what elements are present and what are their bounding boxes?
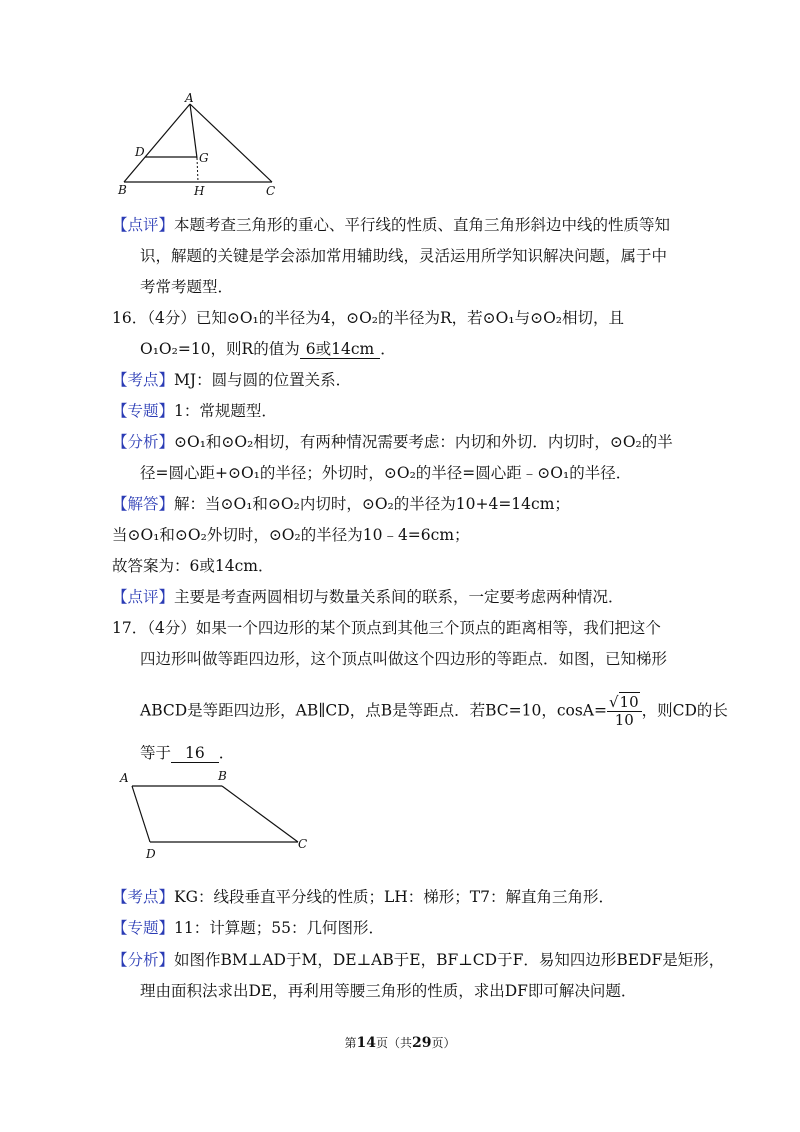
q17-answer: 16 xyxy=(171,744,219,763)
q16-stem-line2: O₁O₂=10，则R的值为 6或14cm ． xyxy=(140,340,396,358)
q17-stem-line4: 等于 16 ． xyxy=(140,744,235,762)
label-B: B xyxy=(118,183,127,197)
page-footer: 第14页（共29页） xyxy=(344,1035,456,1051)
q16-kaodian: 【考点】MJ：圆与圆的位置关系． xyxy=(112,371,352,389)
label-A: A xyxy=(120,771,129,785)
q16-jieda-line1: 【解答】解：当⊙O₁和⊙O₂内切时，⊙O₂的半径为10+4=14cm； xyxy=(112,495,570,513)
label-A: A xyxy=(185,92,194,105)
q16-answer: 6或14cm xyxy=(300,340,380,359)
cos-fraction: $\frac{√10}{10}$ xyxy=(607,694,642,729)
label-B: B xyxy=(218,769,227,783)
q17-kaodian: 【考点】KG：线段垂直平分线的性质；LH：梯形；T7：解直角三角形． xyxy=(112,888,614,906)
trapezoid-figure xyxy=(112,768,322,864)
q17-zhuanti: 【专题】11：计算题；55：几何图形． xyxy=(112,919,384,937)
triangle-figure xyxy=(112,92,282,200)
q16-jieda-line3: 故答案为：6或14cm． xyxy=(112,557,274,575)
q17-stem-line2: 四边形叫做等距四边形，这个顶点叫做这个四边形的等距点．如图，已知梯形 xyxy=(140,650,668,668)
dianping-tag: 【点评】 xyxy=(112,216,175,234)
comment15-line3: 考常考题型． xyxy=(140,278,234,296)
label-D: D xyxy=(146,847,156,861)
q16-fenxi-line2: 径=圆心距+⊙O₁的半径；外切时，⊙O₂的半径=圆心距﹣⊙O₁的半径． xyxy=(140,464,632,482)
q17-stem-line1: 17．（4分）如果一个四边形的某个顶点到其他三个顶点的距离相等，我们把这个 xyxy=(112,619,661,637)
comment15-line2: 识，解题的关键是学会添加常用辅助线，灵活运用所学知识解决问题，属于中 xyxy=(140,247,668,265)
q16-stem-line1: 16．（4分）已知⊙O₁的半径为4，⊙O₂的半径为R，若⊙O₁与⊙O₂相切，且 xyxy=(112,309,625,327)
label-H: H xyxy=(194,184,205,198)
total-pages: 29 xyxy=(412,1035,432,1051)
comment15-line1: 【点评】本题考查三角形的重心、平行线的性质、直角三角形斜边中线的性质等知 xyxy=(112,216,671,234)
label-D: D xyxy=(135,145,145,159)
q16-zhuanti: 【专题】1：常规题型． xyxy=(112,402,277,420)
label-G: G xyxy=(199,151,209,165)
label-C: C xyxy=(266,184,276,198)
q17-fenxi-line1: 【分析】如图作BM⊥AD于M，DE⊥AB于E，BF⊥CD于F．易知四边形BEDF是矩形， xyxy=(112,951,725,969)
q16-dianping: 【点评】主要是考查两圆相切与数量关系间的联系，一定要考虑两种情况． xyxy=(112,588,624,606)
q17-stem-line3: ABCD是等距四边形，AB∥CD，点B是等距点．若BC=10，cosA= $\frac{√10}{10}$ ，则CD的长 xyxy=(140,693,728,729)
page-number: 14 xyxy=(356,1035,376,1051)
q16-jieda-line2: 当⊙O₁和⊙O₂外切时，⊙O₂的半径为10﹣4=6cm； xyxy=(112,526,470,544)
label-C: C xyxy=(298,837,308,851)
q16-fenxi-line1: 【分析】⊙O₁和⊙O₂相切，有两种情况需要考虑：内切和外切．内切时，⊙O₂的半 xyxy=(112,433,673,451)
q17-fenxi-line2: 理由面积法求出DE，再利用等腰三角形的性质，求出DF即可解决问题． xyxy=(140,982,637,1000)
